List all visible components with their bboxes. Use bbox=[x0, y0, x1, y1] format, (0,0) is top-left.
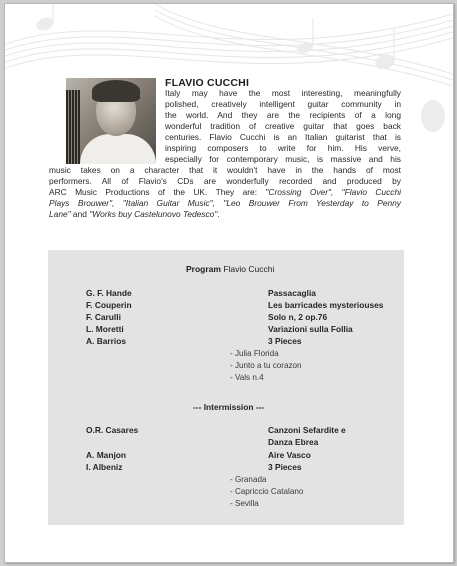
work-title: Solo n, 2 op.76 bbox=[268, 312, 328, 322]
bio-line: ARC Music Productions of the UK. They are: "Crossing Over", "Flavio Cucchi bbox=[49, 187, 401, 197]
bio-line: Plays Brouwer", "Italian Guitar Music", "Leo Brouwer From Yesterday to Penny bbox=[49, 198, 401, 208]
bio-line: especially for contemporary music, is massive and his bbox=[165, 154, 401, 164]
bio-line: centuries. Flavio Cucchi is an Italian guitarist that is bbox=[165, 132, 401, 142]
bio-line: Italy may have the most interesting, meaningfully bbox=[165, 88, 401, 98]
bio-line: Lane" and "Works buy Castelunovo Tedesco". bbox=[49, 209, 220, 219]
program-title: Program Flavio Cucchi bbox=[186, 264, 275, 274]
brochure-page bbox=[4, 3, 454, 563]
work-title: Danza Ebrea bbox=[268, 437, 319, 447]
work-title: Les barricades mysteriouses bbox=[268, 300, 384, 310]
composer: G. F. Hande bbox=[86, 288, 132, 298]
composer: F. Couperin bbox=[86, 300, 132, 310]
bio-line: the world. And they are the recipients of a long bbox=[165, 110, 401, 120]
piece-item: - Julia Florida bbox=[230, 349, 279, 358]
composer: O.R. Casares bbox=[86, 425, 139, 435]
artist-photo bbox=[66, 78, 156, 164]
piece-item: - Junto a tu corazon bbox=[230, 361, 302, 370]
intermission-label: --- Intermission --- bbox=[193, 402, 265, 412]
composer: L. Moretti bbox=[86, 324, 124, 334]
bio-line: music takes on a character that it wouldn't have in the hands of most bbox=[49, 165, 401, 175]
work-title: Canzoni Sefardite e bbox=[268, 425, 346, 435]
piece-item: - Sevilla bbox=[230, 499, 259, 508]
work-title: 3 Pieces bbox=[268, 462, 302, 472]
bio-line: performers. All of Flavio's CDs are wonderfully recorded and produced by bbox=[49, 176, 401, 186]
piece-item: - Granada bbox=[230, 475, 267, 484]
composer: A. Barrios bbox=[86, 336, 127, 346]
work-title: Passacaglia bbox=[268, 288, 316, 298]
work-title: 3 Pieces bbox=[268, 336, 302, 346]
composer: I. Albeniz bbox=[86, 462, 123, 472]
composer: A. Manjon bbox=[86, 450, 127, 460]
bio-line: wonderful tradition of creative guitar that goes back bbox=[165, 121, 401, 131]
bio-line: inspiring composers to write for him. His verve, bbox=[165, 143, 401, 153]
bio-line: polished, creatively intelligent guitar community in bbox=[165, 99, 401, 109]
artist-name: FLAVIO CUCCHI bbox=[165, 77, 250, 89]
work-title: Aire Vasco bbox=[268, 450, 311, 460]
piece-item: - Vals n.4 bbox=[230, 373, 264, 382]
composer: F. Carulli bbox=[86, 312, 121, 322]
piece-item: - Capriccio Catalano bbox=[230, 487, 304, 496]
work-title: Variazioni sulla Follia bbox=[268, 324, 353, 334]
